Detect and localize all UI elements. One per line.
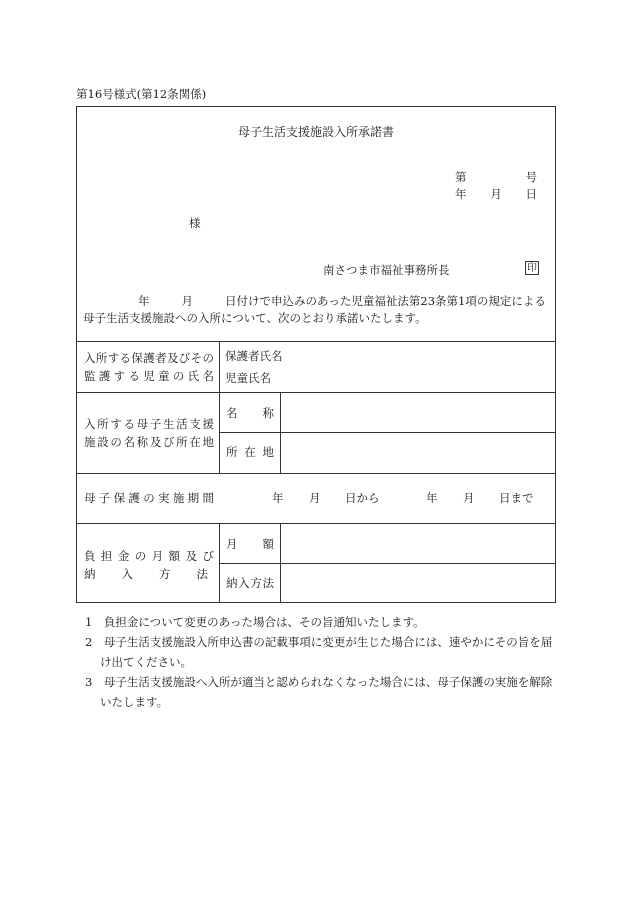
statement-year: 年 — [138, 294, 150, 308]
date-month: 月 — [490, 187, 502, 201]
table-line-row2 — [77, 473, 555, 474]
row2-label-line2: 施設の名称及び所在地 — [84, 435, 214, 449]
addressee-suffix: 様 — [189, 216, 201, 230]
statement-text: 日付けで申込みのあった児童福祉法第23条第1項の規定による母子生活支援施設への入所について、次のとおり承諾いたします。 — [83, 294, 546, 325]
form-number-label: 第16号様式(第12条関係) — [76, 87, 207, 101]
note-item: 3 母子生活支援施設へ入所が適当と認められなくなった場合には、母子保護の実施を解除いたします。 — [85, 675, 553, 709]
statement-month: 月 — [181, 294, 193, 308]
row2-label-line1: 入所する母子生活支援 — [84, 417, 214, 431]
row2-label — [84, 415, 214, 451]
row4-label-line2: 納入方法 — [84, 567, 208, 581]
row1-label-line2: 監護する児童の氏名 — [84, 369, 214, 383]
document-title: 母子生活支援施設入所承諾書 — [237, 125, 394, 139]
note-item: 1 負担金について変更のあった場合は、その旨通知いたします。 — [85, 615, 425, 629]
table-col-divider-upper — [219, 341, 220, 473]
approval-form-frame — [76, 106, 556, 603]
note-item: 2 母子生活支援施設入所申込書の記載事項に変更が生じた場合には、速やかにその旨を届け出てください。 — [85, 635, 553, 669]
row4-label-line1: 負担金の月額及び — [84, 549, 214, 563]
row1-label — [84, 349, 214, 385]
table-line-row3 — [77, 523, 555, 524]
table-line-row2-split — [219, 432, 555, 433]
period-start-year: 年 — [272, 491, 284, 505]
doc-number-suffix: 号 — [525, 170, 537, 184]
doc-number-prefix: 第 — [455, 170, 467, 184]
payment-method-label: 納入方法 — [226, 576, 274, 590]
date-year: 年 — [455, 187, 467, 201]
table-col-divider-lower — [219, 523, 220, 602]
approval-statement — [83, 293, 549, 327]
date-day: 日 — [525, 187, 537, 201]
table-line-row4-split — [219, 563, 555, 564]
issuer-name: 南さつま市福祉事務所長 — [323, 263, 450, 277]
row3-label: 母子保護の実施期間 — [84, 491, 214, 505]
facility-name-label: 名 称 — [226, 406, 274, 420]
guardian-name-label: 保護者氏名 — [225, 349, 283, 363]
table-line-top — [77, 341, 555, 342]
period-end-year: 年 — [426, 491, 438, 505]
issue-date — [455, 186, 537, 202]
period-end-day: 日まで — [499, 491, 534, 505]
table-line-row1 — [77, 392, 555, 393]
period-start-month: 月 — [309, 491, 321, 505]
child-name-label: 児童氏名 — [225, 371, 271, 385]
notes-list — [85, 612, 560, 712]
table-subcol-divider-row4 — [280, 523, 281, 602]
row4-label — [84, 547, 214, 583]
table-subcol-divider-row2 — [280, 392, 281, 473]
seal-mark: 印 — [527, 263, 537, 274]
row1-label-line1: 入所する保護者及びその — [84, 351, 214, 365]
document-number — [455, 169, 537, 185]
monthly-amount-label: 月 額 — [226, 537, 274, 551]
facility-location-label: 所在地 — [226, 445, 274, 459]
period-start-day: 日から — [345, 491, 380, 505]
period-end-month: 月 — [463, 491, 475, 505]
